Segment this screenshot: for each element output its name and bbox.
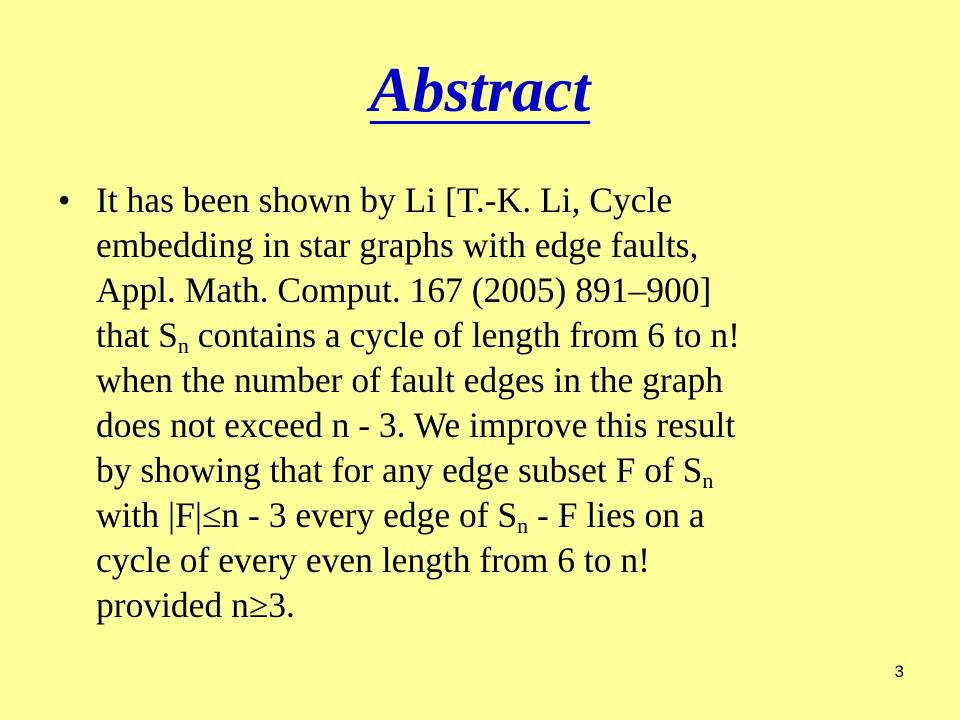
abstract-line-4-part-a: that S xyxy=(96,315,178,355)
abstract-body xyxy=(58,178,898,628)
subscript-n: n xyxy=(177,333,189,358)
abstract-line-8-part-a: with |F|≤n - 3 every edge of S xyxy=(96,495,518,535)
abstract-line-2: embedding in star graphs with edge faults, xyxy=(96,225,699,265)
abstract-line-4-part-b: contains a cycle of length from 6 to n! xyxy=(188,315,740,355)
abstract-line-6: does not exceed n - 3. We improve this result xyxy=(96,405,736,445)
abstract-line-9: cycle of every even length from 6 to n! xyxy=(96,540,650,580)
subscript-n: n xyxy=(702,468,714,493)
abstract-line-8 xyxy=(96,493,898,538)
abstract-line-7 xyxy=(96,448,898,493)
abstract-line-5: when the number of fault edges in the graph xyxy=(96,360,723,400)
abstract-line-8-part-b: - F lies on a xyxy=(528,495,705,535)
abstract-line-10: provided n≥3. xyxy=(96,585,295,625)
abstract-line-1: It has been shown by Li [T.-K. Li, Cycle xyxy=(96,180,673,220)
slide-number: 3 xyxy=(894,662,904,681)
subscript-n: n xyxy=(517,513,529,538)
abstract-line-7-part-a: by showing that for any edge subset F of S xyxy=(96,450,703,490)
abstract-line-4 xyxy=(96,313,898,358)
bullet-icon: • xyxy=(58,180,71,220)
slide-title: Abstract xyxy=(369,54,591,125)
abstract-line-3: Appl. Math. Comput. 167 (2005) 891–900] xyxy=(96,270,712,310)
abstract-bullet-item xyxy=(58,178,898,628)
